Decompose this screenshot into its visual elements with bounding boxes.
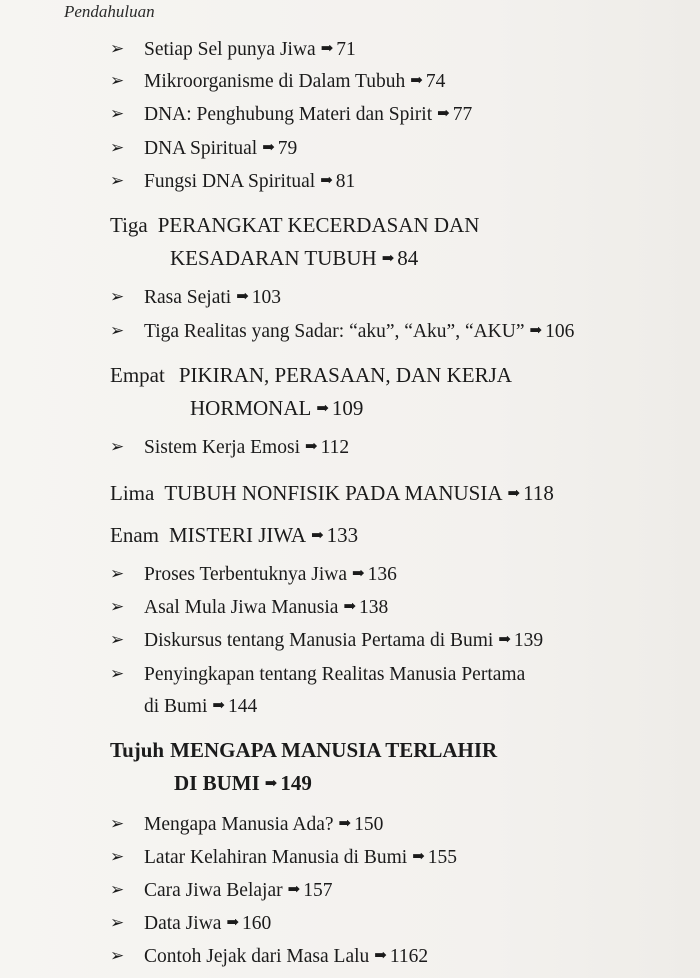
toc-item-title: Setiap Sel punya Jiwa xyxy=(144,39,316,60)
bullet-arrowhead-icon: ➢ xyxy=(110,564,125,583)
chapter-heading-tiga xyxy=(110,215,479,269)
toc-item xyxy=(110,881,332,901)
arrow-right-icon: ➡ xyxy=(264,776,278,792)
chapter-title: MENGAPA MANUSIA TERLAHIR xyxy=(170,738,498,762)
bullet-arrowhead-icon: ➢ xyxy=(110,630,125,649)
toc-item-page: 139 xyxy=(513,630,544,651)
toc-item-title: Penyingkapan tentang Realitas Manusia Pertama xyxy=(144,664,526,685)
bullet-arrowhead-icon: ➢ xyxy=(110,664,125,683)
arrow-right-icon: ➡ xyxy=(498,632,511,648)
arrow-right-icon: ➡ xyxy=(374,948,387,964)
arrow-right-icon: ➡ xyxy=(262,140,275,156)
bullet-arrowhead-icon: ➢ xyxy=(110,913,125,932)
chapter-title-line2 xyxy=(110,398,512,419)
toc-item-page: 79 xyxy=(277,138,298,159)
toc-item-title: Rasa Sejati xyxy=(144,287,232,308)
chapter-number: Tiga xyxy=(110,213,148,237)
toc-item-page: 74 xyxy=(425,71,446,92)
chapter-title: TUBUH NONFISIK PADA MANUSIA xyxy=(164,481,503,505)
toc-item-title: Proses Terbentuknya Jiwa xyxy=(144,564,347,585)
toc-item-title: Data Jiwa xyxy=(144,913,222,934)
chapter-title-cont: HORMONAL xyxy=(190,396,312,420)
arrow-right-icon: ➡ xyxy=(381,251,395,267)
toc-item-title: Fungsi DNA Spiritual xyxy=(144,171,316,192)
toc-item-continuation xyxy=(110,697,525,717)
bullet-arrowhead-icon: ➢ xyxy=(110,104,125,123)
chapter-heading-empat xyxy=(110,365,512,419)
toc-item-page: 157 xyxy=(303,880,333,901)
arrow-right-icon: ➡ xyxy=(320,173,333,189)
chapter-title-cont: KESADARAN TUBUH xyxy=(170,246,377,270)
toc-item xyxy=(110,105,472,125)
chapter-page: 118 xyxy=(523,481,554,505)
arrow-right-icon: ➡ xyxy=(412,849,425,865)
toc-item-title: Latar Kelahiran Manusia di Bumi xyxy=(144,847,408,868)
toc-item xyxy=(110,322,574,342)
toc-item xyxy=(110,665,525,716)
toc-item-page: 1162 xyxy=(389,946,429,967)
toc-item-title: Cara Jiwa Belajar xyxy=(144,880,283,901)
arrow-right-icon: ➡ xyxy=(343,599,357,615)
chapter-heading-tujuh xyxy=(110,740,497,794)
chapter-heading-enam xyxy=(110,525,358,546)
chapter-title: PERANGKAT KECERDASAN DAN xyxy=(157,213,480,237)
chapter-heading-lima xyxy=(110,483,554,504)
chapter-title-line2 xyxy=(110,248,479,269)
arrow-right-icon: ➡ xyxy=(236,289,249,305)
bullet-arrowhead-icon: ➢ xyxy=(110,287,125,306)
toc-item-title: Mengapa Manusia Ada? xyxy=(144,814,334,835)
toc-item xyxy=(110,288,281,308)
toc-item-title: Asal Mula Jiwa Manusia xyxy=(144,597,339,618)
chapter-title: MISTERI JIWA xyxy=(168,523,307,547)
toc-item-page: 106 xyxy=(545,321,575,342)
chapter-page: 109 xyxy=(331,396,364,420)
toc-item-title: DNA Spiritual xyxy=(144,138,258,159)
toc-item-page: 144 xyxy=(227,695,258,717)
toc-item-page: 155 xyxy=(427,847,458,868)
bullet-arrowhead-icon: ➢ xyxy=(110,39,125,58)
chapter-title-cont: DI BUMI xyxy=(174,771,260,795)
arrow-right-icon: ➡ xyxy=(437,106,450,122)
toc-item-page: 81 xyxy=(335,171,356,192)
arrow-right-icon: ➡ xyxy=(304,439,318,455)
arrow-right-icon: ➡ xyxy=(320,41,334,57)
bullet-arrowhead-icon: ➢ xyxy=(110,138,125,157)
toc-item xyxy=(110,40,356,60)
toc-item-title: Contoh Jejak dari Masa Lalu xyxy=(144,946,370,967)
bullet-arrowhead-icon: ➢ xyxy=(110,814,125,833)
toc-item xyxy=(110,815,383,835)
running-head: Pendahuluan xyxy=(64,2,155,21)
arrow-right-icon: ➡ xyxy=(226,915,240,931)
arrow-right-icon: ➡ xyxy=(529,323,543,339)
toc-item-title: Tiga Realitas yang Sadar: “aku”, “Aku”, “AKU” xyxy=(144,321,525,342)
chapter-number: Lima xyxy=(110,481,155,505)
toc-item-title-cont: di Bumi xyxy=(144,695,208,717)
toc-item-page: 150 xyxy=(354,814,384,835)
arrow-right-icon: ➡ xyxy=(338,816,352,832)
toc-item-page: 112 xyxy=(320,437,350,458)
bullet-arrowhead-icon: ➢ xyxy=(110,847,125,866)
bullet-arrowhead-icon: ➢ xyxy=(110,946,125,965)
arrow-right-icon: ➡ xyxy=(212,697,225,714)
arrow-right-icon: ➡ xyxy=(316,401,329,417)
chapter-title: PIKIRAN, PERASAAN, DAN KERJA xyxy=(178,363,512,387)
toc-item-page: 138 xyxy=(359,597,389,618)
toc-item xyxy=(110,598,388,618)
toc-item xyxy=(110,914,271,934)
bullet-arrowhead-icon: ➢ xyxy=(110,71,125,90)
chapter-number: Empat xyxy=(110,363,165,387)
toc-item-title: Diskursus tentang Manusia Pertama di Bumi xyxy=(144,630,494,651)
arrow-right-icon: ➡ xyxy=(352,566,365,582)
toc-item-page: 136 xyxy=(367,564,397,585)
bullet-arrowhead-icon: ➢ xyxy=(110,880,125,899)
toc-item-page: 160 xyxy=(242,913,272,934)
toc-item xyxy=(110,565,397,585)
chapter-number: Enam xyxy=(110,523,159,547)
toc-item-title: Mikroorganisme di Dalam Tubuh xyxy=(144,71,406,92)
chapter-number: Tujuh xyxy=(110,738,165,762)
toc-item-title: Sistem Kerja Emosi xyxy=(144,437,300,458)
arrow-right-icon: ➡ xyxy=(287,882,301,898)
arrow-right-icon: ➡ xyxy=(410,73,423,89)
toc-item xyxy=(110,139,297,159)
toc-item xyxy=(110,438,349,458)
toc-item xyxy=(110,72,445,92)
toc-item xyxy=(110,848,457,868)
toc-item-title: DNA: Penghubung Materi dan Spirit xyxy=(144,104,433,125)
chapter-title-line2 xyxy=(110,773,497,794)
bullet-arrowhead-icon: ➢ xyxy=(110,321,125,340)
arrow-right-icon: ➡ xyxy=(507,486,521,502)
chapter-page: 84 xyxy=(397,246,419,270)
chapter-page: 133 xyxy=(326,523,359,547)
toc-item-page: 103 xyxy=(251,287,282,308)
toc-item-page: 77 xyxy=(452,104,473,125)
bullet-arrowhead-icon: ➢ xyxy=(110,437,125,456)
toc-item xyxy=(110,631,543,651)
toc-item xyxy=(110,172,355,192)
bullet-arrowhead-icon: ➢ xyxy=(110,597,125,616)
chapter-page: 149 xyxy=(280,771,312,795)
toc-item-page: 71 xyxy=(336,39,356,60)
bullet-arrowhead-icon: ➢ xyxy=(110,171,125,190)
toc-item xyxy=(110,947,428,967)
arrow-right-icon: ➡ xyxy=(311,528,324,544)
